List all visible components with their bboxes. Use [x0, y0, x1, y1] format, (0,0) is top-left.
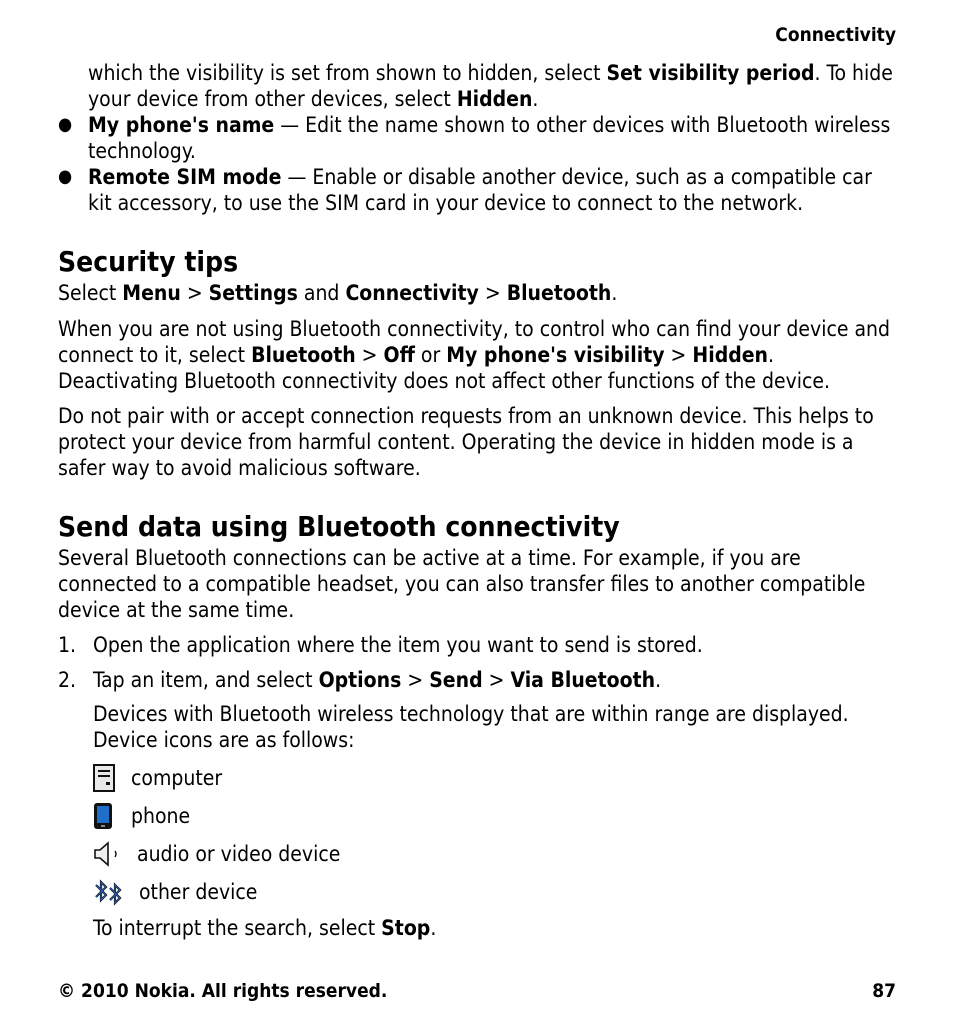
legend-row-other: other device	[58, 875, 896, 909]
speaker-icon	[93, 839, 129, 869]
security-section	[58, 246, 896, 481]
icon-legend	[58, 761, 896, 909]
list-item: ● My phone's name — Edit the name shown to other devices with Bluetooth wireless technology.	[58, 112, 896, 164]
bluetooth-icon	[93, 877, 131, 907]
intro-block	[58, 60, 896, 216]
list-item: 1. Open the application where the item you want to send is stored.	[58, 633, 703, 657]
paragraph: Several Bluetooth connections can be active at a time. For example, if you are connected to a compatible headset, you can also transfer files to another compatible device at the same time.	[58, 546, 866, 622]
computer-icon	[93, 763, 123, 793]
menu-path: Select Menu > Settings and Connectivity > Bluetooth.	[58, 281, 618, 305]
legend-row-phone: phone	[58, 799, 896, 833]
copyright: © 2010 Nokia. All rights reserved.	[58, 980, 388, 1002]
list-item: ● Remote SIM mode — Enable or disable another device, such as a compatible car kit accessory, to use the SIM card in your device to connect to the network.	[58, 164, 896, 216]
list-item: 2. Tap an item, and select Options > Send > Via Bluetooth.	[58, 668, 662, 692]
paragraph: Devices with Bluetooth wireless technology that are within range are displayed. Device icons are as follows:	[93, 702, 849, 752]
step-list	[58, 632, 896, 693]
page-footer	[58, 978, 896, 1004]
section-heading: Send data using Bluetooth connectivity	[58, 510, 620, 543]
section-header: Connectivity	[775, 24, 896, 46]
option-list	[58, 112, 896, 216]
section-heading: Security tips	[58, 245, 239, 278]
phone-icon	[93, 801, 123, 831]
stop-instruction: To interrupt the search, select Stop.	[93, 916, 437, 940]
page-number: 87	[872, 980, 896, 1002]
legend-row-computer: computer	[58, 761, 896, 795]
paragraph: Do not pair with or accept connection requests from an unknown device. This helps to protect your device from harmful content. Operating the device in hidden mode is a safer way to avoid malicious software.	[58, 404, 874, 480]
intro-continuation: which the visibility is set from shown to hidden, select Set visibility period. To hide your device from other devices, select Hidden.	[88, 61, 893, 111]
legend-row-audio: audio or video device	[58, 837, 896, 871]
paragraph: When you are not using Bluetooth connectivity, to control who can find your device and connect to it, select Bluetooth > Off or My phone's visibility > Hidden. Deactivating Bluetooth connectivity does not affect other functions of the device.	[58, 317, 891, 393]
send-section	[58, 511, 896, 941]
